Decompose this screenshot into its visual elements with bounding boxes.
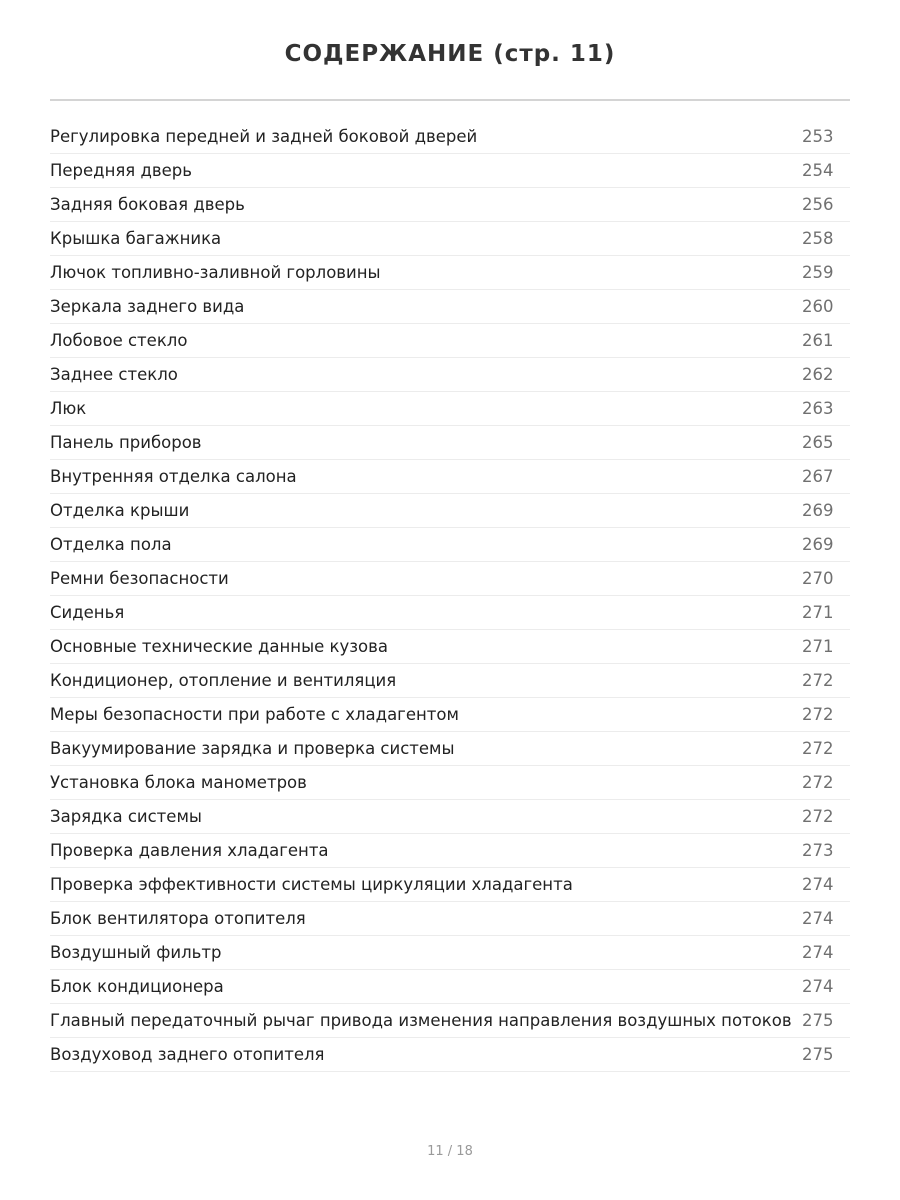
toc-entry[interactable] [50, 290, 850, 324]
table-of-contents [50, 120, 850, 1072]
toc-entry-title: Лобовое стекло [50, 331, 188, 350]
toc-entry[interactable] [50, 902, 850, 936]
toc-entry-title: Внутренняя отделка салона [50, 467, 297, 486]
toc-entry-page-number: 253 [802, 127, 834, 146]
toc-entry-page-number: 272 [802, 671, 834, 690]
toc-entry-page-number: 272 [802, 705, 834, 724]
toc-entry-title: Передняя дверь [50, 161, 192, 180]
toc-entry-page-number: 256 [802, 195, 834, 214]
toc-entry[interactable] [50, 358, 850, 392]
toc-entry[interactable] [50, 766, 850, 800]
toc-entry[interactable] [50, 562, 850, 596]
toc-entry[interactable] [50, 630, 850, 664]
toc-entry[interactable] [50, 426, 850, 460]
toc-entry-title: Заднее стекло [50, 365, 178, 384]
page-indicator: 11 / 18 [427, 1144, 473, 1159]
toc-entry[interactable] [50, 528, 850, 562]
toc-entry-page-number: 272 [802, 773, 834, 792]
toc-entry[interactable] [50, 1038, 850, 1072]
toc-entry-page-number: 258 [802, 229, 834, 248]
toc-entry[interactable] [50, 800, 850, 834]
toc-entry-page-number: 265 [802, 433, 834, 452]
toc-entry-page-number: 260 [802, 297, 834, 316]
toc-entry-title: Меры безопасности при работе с хладагентом [50, 705, 459, 724]
toc-entry[interactable] [50, 1004, 850, 1038]
toc-entry-page-number: 263 [802, 399, 834, 418]
toc-entry[interactable] [50, 732, 850, 766]
toc-entry-title: Отделка пола [50, 535, 172, 554]
toc-entry[interactable] [50, 120, 850, 154]
toc-entry[interactable] [50, 664, 850, 698]
toc-entry-page-number: 269 [802, 501, 834, 520]
toc-entry-title: Сиденья [50, 603, 125, 622]
toc-entry-title: Люк [50, 399, 87, 418]
toc-entry[interactable] [50, 324, 850, 358]
toc-entry[interactable] [50, 698, 850, 732]
toc-entry-page-number: 261 [802, 331, 834, 350]
toc-entry-page-number: 254 [802, 161, 834, 180]
toc-entry-title: Проверка эффективности системы циркуляции хладагента [50, 875, 573, 894]
toc-entry-page-number: 275 [802, 1011, 834, 1030]
toc-entry-page-number: 269 [802, 535, 834, 554]
toc-entry-title: Ремни безопасности [50, 569, 229, 588]
toc-entry-page-number: 273 [802, 841, 834, 860]
toc-entry[interactable] [50, 970, 850, 1004]
toc-entry-title: Блок кондиционера [50, 977, 224, 996]
toc-entry[interactable] [50, 392, 850, 426]
toc-entry-page-number: 262 [802, 365, 834, 384]
toc-entry-title: Крышка багажника [50, 229, 222, 248]
toc-entry-title: Зеркала заднего вида [50, 297, 245, 316]
toc-entry-title: Панель приборов [50, 433, 202, 452]
toc-entry[interactable] [50, 154, 850, 188]
toc-entry-page-number: 274 [802, 875, 834, 894]
toc-entry[interactable] [50, 256, 850, 290]
toc-entry[interactable] [50, 494, 850, 528]
toc-entry-page-number: 259 [802, 263, 834, 282]
toc-entry-title: Блок вентилятора отопителя [50, 909, 306, 928]
toc-entry-title: Проверка давления хладагента [50, 841, 329, 860]
toc-entry-page-number: 274 [802, 977, 834, 996]
toc-entry-page-number: 270 [802, 569, 834, 588]
toc-entry-page-number: 274 [802, 943, 834, 962]
toc-entry[interactable] [50, 222, 850, 256]
toc-entry-page-number: 267 [802, 467, 834, 486]
page-title: СОДЕРЖАНИЕ (стр. 11) [284, 41, 616, 67]
toc-entry-page-number: 275 [802, 1045, 834, 1064]
toc-entry-title: Воздушный фильтр [50, 943, 222, 962]
toc-entry-page-number: 274 [802, 909, 834, 928]
toc-entry[interactable] [50, 868, 850, 902]
toc-entry[interactable] [50, 188, 850, 222]
title-divider [50, 99, 850, 101]
toc-entry-title: Главный передаточный рычаг привода изменения направления воздушных потоков [50, 1011, 792, 1030]
toc-entry-title: Лючок топливно-заливной горловины [50, 263, 381, 282]
toc-entry-title: Зарядка системы [50, 807, 202, 826]
toc-entry-title: Основные технические данные кузова [50, 637, 388, 656]
toc-entry-title: Установка блока манометров [50, 773, 307, 792]
toc-entry-title: Кондиционер, отопление и вентиляция [50, 671, 397, 690]
toc-entry-page-number: 271 [802, 603, 834, 622]
toc-entry-page-number: 271 [802, 637, 834, 656]
toc-entry[interactable] [50, 460, 850, 494]
toc-entry-page-number: 272 [802, 807, 834, 826]
toc-entry-title: Задняя боковая дверь [50, 195, 245, 214]
toc-entry-title: Воздуховод заднего отопителя [50, 1045, 325, 1064]
toc-entry-title: Вакуумирование зарядка и проверка системы [50, 739, 455, 758]
toc-entry-page-number: 272 [802, 739, 834, 758]
toc-entry-title: Отделка крыши [50, 501, 190, 520]
toc-entry[interactable] [50, 936, 850, 970]
toc-entry[interactable] [50, 834, 850, 868]
toc-entry-title: Регулировка передней и задней боковой дверей [50, 127, 478, 146]
toc-entry[interactable] [50, 596, 850, 630]
